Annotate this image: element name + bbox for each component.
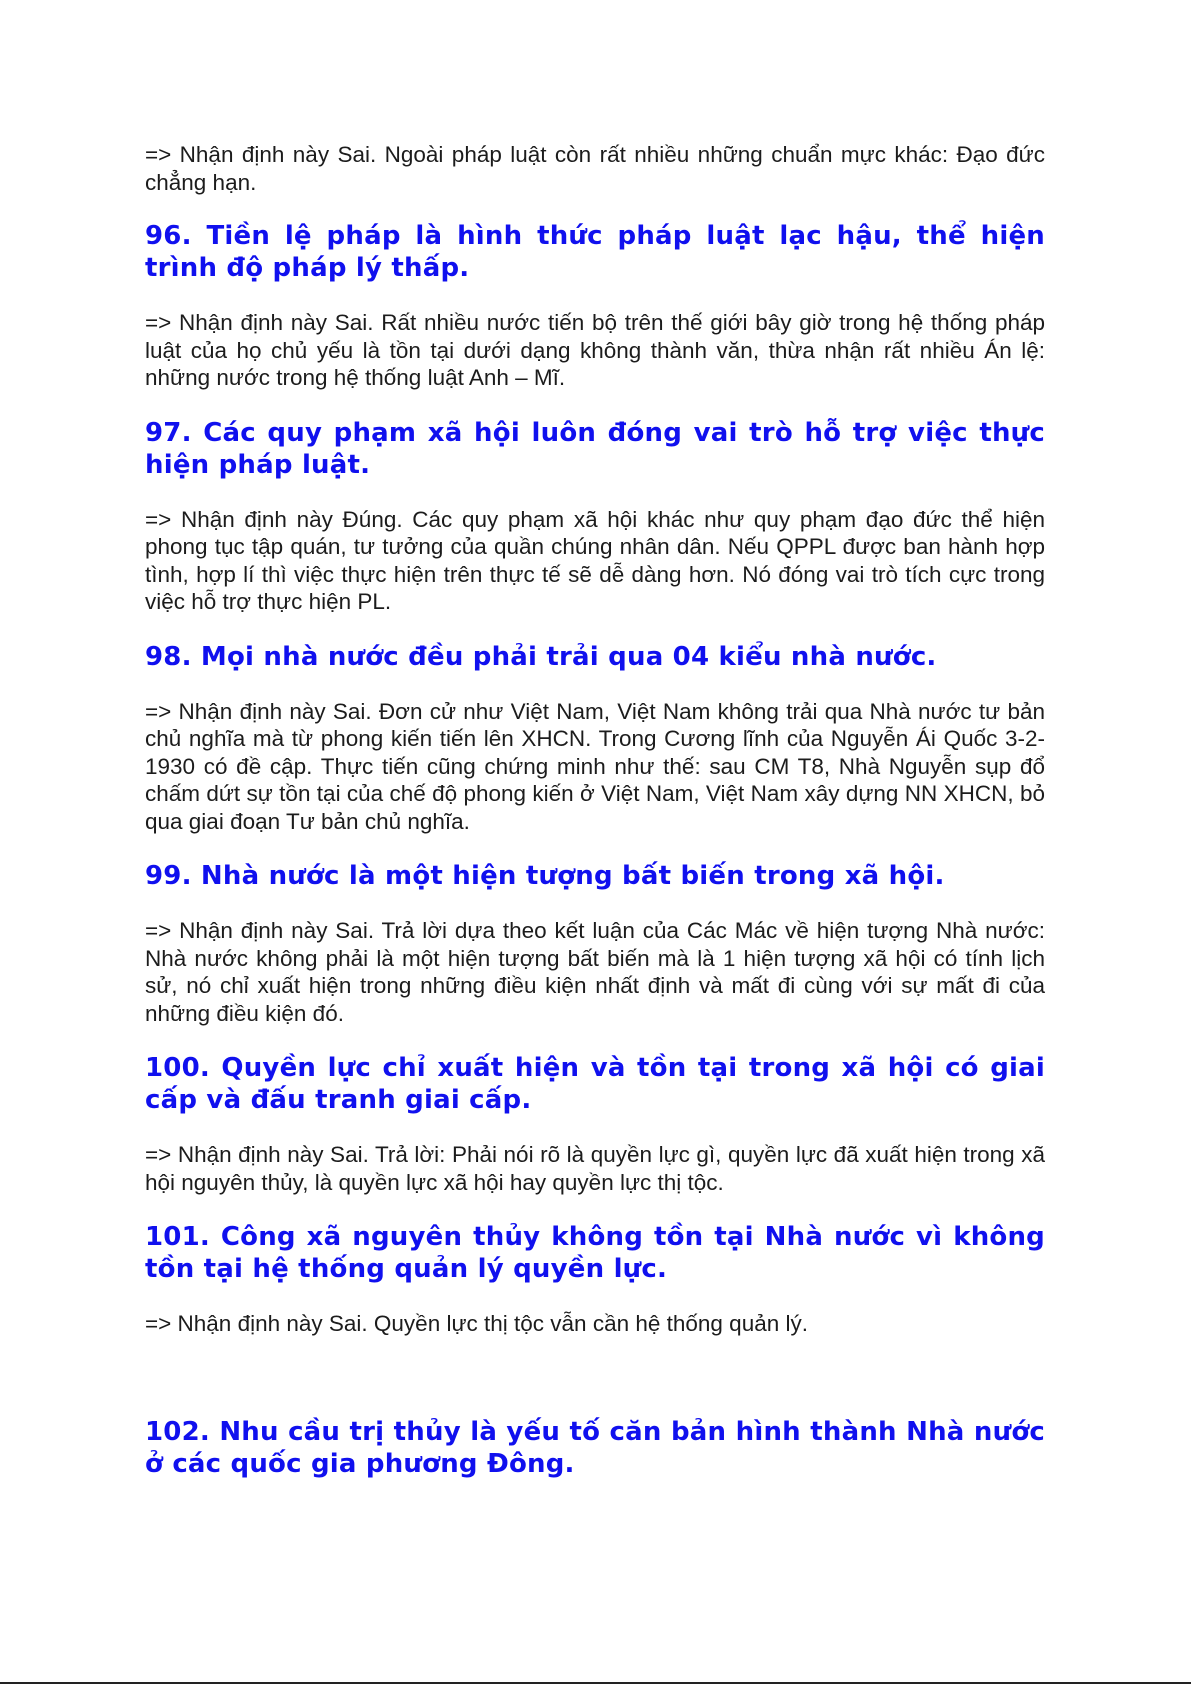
answer-98: => Nhận định này Sai. Đơn cử như Việt Nam, Việt Nam không trải qua Nhà nước tư bản chủ nghĩa mà từ phong kiến tiến lên XHCN. Trong Cương lĩnh của Nguyễn Ái Quốc 3-2-1930 có đề cập. Thực tiến cũng chứng minh như thế: sau CM T8, Nhà Nguyễn sụp đổ chấm dứt sự tồn tại của chế độ phong kiến ở Việt Nam, Việt Nam xây dựng NN XHCN, bỏ qua giai đoạn Tư bản chủ nghĩa. (145, 698, 1045, 834)
answer-101: => Nhận định này Sai. Quyền lực thị tộc vẫn cần hệ thống quản lý. (145, 1311, 808, 1336)
question-97: 97. Các quy phạm xã hội luôn đóng vai trò hỗ trợ việc thực hiện pháp luật. (145, 417, 1045, 480)
question-100: 100. Quyền lực chỉ xuất hiện và tồn tại trong xã hội có giai cấp và đấu tranh giai cấp. (145, 1053, 1045, 1115)
answer-99: => Nhận định này Sai. Trả lời dựa theo kết luận của Các Mác về hiện tượng Nhà nước: Nhà nước không phải là một hiện tượng bất biến mà là 1 hiện tượng xã hội có tính lịch sử, nó chỉ xuất hiện trong những điều kiện nhất định và mất đi cùng với sự mất đi của những điều kiện đó. (145, 918, 1045, 1026)
question-101: 101. Công xã nguyên thủy không tồn tại Nhà nước vì không tồn tại hệ thống quản lý quyền lực. (145, 1222, 1045, 1284)
answer-100: => Nhận định này Sai. Trả lời: Phải nói rõ là quyền lực gì, quyền lực đã xuất hiện trong xã hội nguyên thủy, là quyền lực xã hội hay quyền lực thị tộc. (145, 1142, 1045, 1195)
answer-96: => Nhận định này Sai. Rất nhiều nước tiến bộ trên thế giới bây giờ trong hệ thống pháp luật của họ chủ yếu là tồn tại dưới dạng không thành văn, thừa nhận rất nhiều Án lệ: những nước trong hệ thống luật Anh – Mĩ. (145, 310, 1045, 390)
footer-divider (0, 1682, 1191, 1684)
question-98: 98. Mọi nhà nước đều phải trải qua 04 kiểu nhà nước. (145, 641, 937, 672)
answer-97: => Nhận định này Đúng. Các quy phạm xã hội khác như quy phạm đạo đức thể hiện phong tục tập quán, tư tưởng của quần chúng nhân dân. Nếu QPPL được ban hành hợp tình, hợp lí thì việc thực hiện trên thực tế sẽ dễ dàng hơn. Nó đóng vai trò tích cực trong việc hỗ trợ thực hiện PL. (145, 506, 1045, 614)
question-102: 102. Nhu cầu trị thủy là yếu tố căn bản hình thành Nhà nước ở các quốc gia phương Đông. (145, 1416, 1045, 1479)
answer-95: => Nhận định này Sai. Ngoài pháp luật còn rất nhiều những chuẩn mực khác: Đạo đức chẳng hạn. (145, 142, 1045, 195)
question-99: 99. Nhà nước là một hiện tượng bất biến trong xã hội. (145, 861, 945, 891)
page-content (145, 141, 1045, 1480)
question-96: 96. Tiền lệ pháp là hình thức pháp luật lạc hậu, thể hiện trình độ pháp lý thấp. (145, 221, 1045, 283)
